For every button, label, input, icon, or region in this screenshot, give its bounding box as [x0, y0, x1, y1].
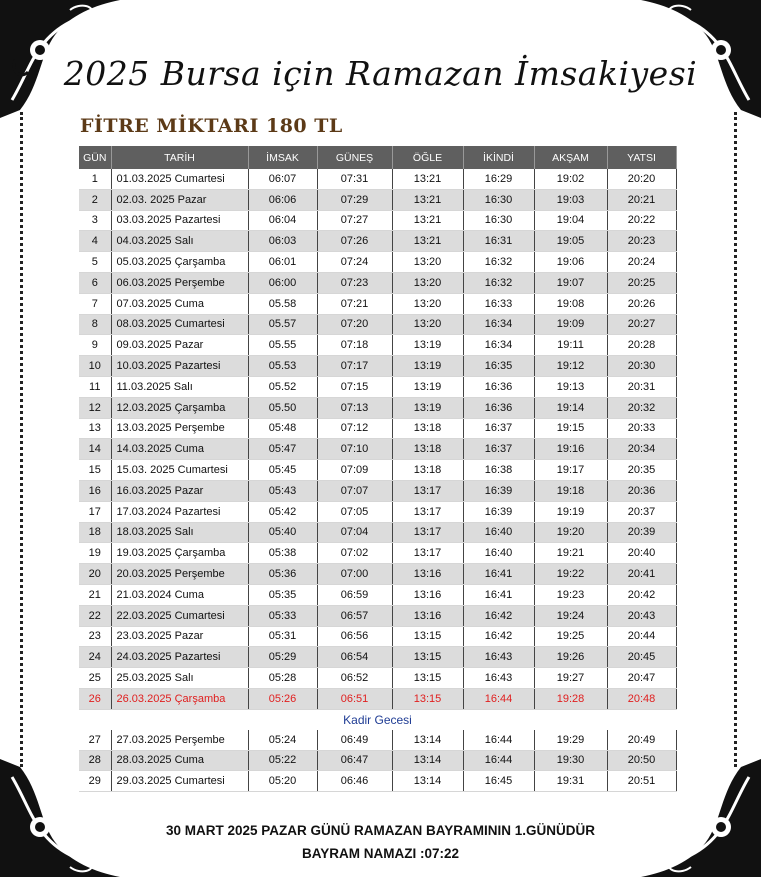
cell-ogle: 13:16 — [392, 584, 463, 605]
cell-gunes: 07:12 — [317, 418, 392, 439]
table-row — [79, 293, 676, 314]
cell-gunes: 07:26 — [317, 231, 392, 252]
cell-aksam: 19:02 — [534, 169, 607, 189]
cell-gun: 19 — [79, 543, 111, 564]
cell-tarih: 28.03.2025 Cuma — [111, 750, 248, 771]
cell-ogle: 13:15 — [392, 688, 463, 709]
cell-aksam: 19:13 — [534, 376, 607, 397]
table-row — [79, 356, 676, 377]
cell-yatsi: 20:44 — [607, 626, 676, 647]
cell-gunes: 07:23 — [317, 272, 392, 293]
cell-ikindi: 16:44 — [463, 730, 534, 750]
cell-imsak: 06:03 — [248, 231, 317, 252]
table-row — [79, 668, 676, 689]
cell-ikindi: 16:36 — [463, 397, 534, 418]
cell-gunes: 06:54 — [317, 647, 392, 668]
cell-yatsi: 20:36 — [607, 480, 676, 501]
cell-gun: 3 — [79, 210, 111, 231]
cell-gunes: 07:15 — [317, 376, 392, 397]
table-row — [79, 335, 676, 356]
cell-ikindi: 16:32 — [463, 252, 534, 273]
cell-tarih: 18.03.2025 Salı — [111, 522, 248, 543]
cell-ogle: 13:21 — [392, 210, 463, 231]
cell-yatsi: 20:25 — [607, 272, 676, 293]
cell-ikindi: 16:41 — [463, 564, 534, 585]
table-header-row — [79, 146, 676, 169]
cell-yatsi: 20:51 — [607, 771, 676, 792]
cell-ikindi: 16:37 — [463, 418, 534, 439]
cell-ogle: 13:15 — [392, 626, 463, 647]
cell-ikindi: 16:30 — [463, 210, 534, 231]
cell-aksam: 19:22 — [534, 564, 607, 585]
kadir-gecesi-label: Kadir Gecesi — [79, 709, 676, 730]
table-row — [79, 376, 676, 397]
cell-yatsi: 20:37 — [607, 501, 676, 522]
cell-imsak: 06:04 — [248, 210, 317, 231]
cell-tarih: 02.03. 2025 Pazar — [111, 189, 248, 210]
cell-ikindi: 16:44 — [463, 688, 534, 709]
cell-aksam: 19:08 — [534, 293, 607, 314]
cell-tarih: 07.03.2025 Cuma — [111, 293, 248, 314]
cell-tarih: 08.03.2025 Cumartesi — [111, 314, 248, 335]
cell-gun: 17 — [79, 501, 111, 522]
cell-tarih: 01.03.2025 Cumartesi — [111, 169, 248, 189]
table-row — [79, 314, 676, 335]
cell-gunes: 07:04 — [317, 522, 392, 543]
cell-imsak: 05:20 — [248, 771, 317, 792]
cell-imsak: 05:38 — [248, 543, 317, 564]
cell-aksam: 19:19 — [534, 501, 607, 522]
cell-aksam: 19:27 — [534, 668, 607, 689]
cell-gun: 10 — [79, 356, 111, 377]
cell-ikindi: 16:38 — [463, 460, 534, 481]
cell-ogle: 13:21 — [392, 189, 463, 210]
cell-gun: 9 — [79, 335, 111, 356]
cell-ikindi: 16:43 — [463, 647, 534, 668]
cell-aksam: 19:05 — [534, 231, 607, 252]
cell-tarih: 23.03.2025 Pazar — [111, 626, 248, 647]
cell-ogle: 13:17 — [392, 543, 463, 564]
cell-tarih: 03.03.2025 Pazartesi — [111, 210, 248, 231]
cell-gunes: 07:00 — [317, 564, 392, 585]
cell-imsak: 05.52 — [248, 376, 317, 397]
cell-yatsi: 20:49 — [607, 730, 676, 750]
cell-aksam: 19:14 — [534, 397, 607, 418]
cell-yatsi: 20:47 — [607, 668, 676, 689]
page-title: 2025 Bursa için Ramazan İmsakiyesi — [63, 54, 698, 93]
cell-ogle: 13:19 — [392, 397, 463, 418]
cell-gunes: 07:10 — [317, 439, 392, 460]
cell-ogle: 13:19 — [392, 335, 463, 356]
cell-imsak: 05.50 — [248, 397, 317, 418]
table-row — [79, 750, 676, 771]
cell-yatsi: 20:41 — [607, 564, 676, 585]
cell-gunes: 07:31 — [317, 169, 392, 189]
cell-yatsi: 20:45 — [607, 647, 676, 668]
cell-ogle: 13:16 — [392, 564, 463, 585]
cell-yatsi: 20:24 — [607, 252, 676, 273]
cell-gun: 5 — [79, 252, 111, 273]
cell-gunes: 07:17 — [317, 356, 392, 377]
cell-gunes: 06:47 — [317, 750, 392, 771]
cell-gunes: 07:27 — [317, 210, 392, 231]
cell-ogle: 13:15 — [392, 647, 463, 668]
cell-yatsi: 20:28 — [607, 335, 676, 356]
cell-ikindi: 16:40 — [463, 522, 534, 543]
cell-tarih: 16.03.2025 Pazar — [111, 480, 248, 501]
cell-imsak: 05.57 — [248, 314, 317, 335]
cell-ogle: 13:21 — [392, 231, 463, 252]
cell-imsak: 06:01 — [248, 252, 317, 273]
cell-gun: 27 — [79, 730, 111, 750]
cell-gunes: 07:02 — [317, 543, 392, 564]
cell-ikindi: 16:37 — [463, 439, 534, 460]
cell-gunes: 07:09 — [317, 460, 392, 481]
table-row — [79, 564, 676, 585]
bayram-notice: 30 MART 2025 PAZAR GÜNÜ RAMAZAN BAYRAMININ 1.GÜNÜDÜR — [165, 823, 596, 838]
cell-tarih: 06.03.2025 Perşembe — [111, 272, 248, 293]
cell-tarih: 09.03.2025 Pazar — [111, 335, 248, 356]
cell-gun: 16 — [79, 480, 111, 501]
table-row — [79, 730, 676, 750]
cell-imsak: 05:43 — [248, 480, 317, 501]
cell-aksam: 19:23 — [534, 584, 607, 605]
table-row — [79, 252, 676, 273]
cell-imsak: 05:31 — [248, 626, 317, 647]
cell-gunes: 06:59 — [317, 584, 392, 605]
table-row — [79, 647, 676, 668]
cell-imsak: 06:07 — [248, 169, 317, 189]
cell-gun: 26 — [79, 688, 111, 709]
cell-aksam: 19:12 — [534, 356, 607, 377]
bayram-namazi-time: BAYRAM NAMAZI :07:22 — [301, 846, 460, 861]
cell-tarih: 13.03.2025 Perşembe — [111, 418, 248, 439]
cell-gunes: 07:13 — [317, 397, 392, 418]
table-row — [79, 397, 676, 418]
cell-ikindi: 16:39 — [463, 501, 534, 522]
cell-imsak: 05:22 — [248, 750, 317, 771]
cell-aksam: 19:28 — [534, 688, 607, 709]
cell-imsak: 05:29 — [248, 647, 317, 668]
cell-gun: 2 — [79, 189, 111, 210]
cell-yatsi: 20:27 — [607, 314, 676, 335]
cell-ogle: 13:14 — [392, 730, 463, 750]
cell-aksam: 19:06 — [534, 252, 607, 273]
cell-gun: 6 — [79, 272, 111, 293]
cell-aksam: 19:31 — [534, 771, 607, 792]
cell-gun: 23 — [79, 626, 111, 647]
header-gun: GÜN — [79, 146, 111, 169]
cell-tarih: 17.03.2024 Pazartesi — [111, 501, 248, 522]
cell-tarih: 29.03.2025 Cumartesi — [111, 771, 248, 792]
table-row — [79, 522, 676, 543]
cell-aksam: 19:04 — [534, 210, 607, 231]
cell-aksam: 19:30 — [534, 750, 607, 771]
cell-imsak: 05:48 — [248, 418, 317, 439]
cell-gun: 18 — [79, 522, 111, 543]
cell-tarih: 20.03.2025 Perşembe — [111, 564, 248, 585]
cell-imsak: 05:36 — [248, 564, 317, 585]
cell-yatsi: 20:22 — [607, 210, 676, 231]
cell-aksam: 19:11 — [534, 335, 607, 356]
cell-ogle: 13:17 — [392, 501, 463, 522]
cell-imsak: 06:00 — [248, 272, 317, 293]
cell-ikindi: 16:36 — [463, 376, 534, 397]
cell-tarih: 26.03.2025 Çarşamba — [111, 688, 248, 709]
table-row — [79, 418, 676, 439]
cell-imsak: 05.58 — [248, 293, 317, 314]
cell-yatsi: 20:40 — [607, 543, 676, 564]
cell-aksam: 19:15 — [534, 418, 607, 439]
cell-ikindi: 16:29 — [463, 169, 534, 189]
cell-ogle: 13:18 — [392, 460, 463, 481]
cell-yatsi: 20:31 — [607, 376, 676, 397]
cell-aksam: 19:26 — [534, 647, 607, 668]
dotted-border-left — [20, 112, 23, 767]
table-row — [79, 231, 676, 252]
cell-ogle: 13:16 — [392, 605, 463, 626]
table-row — [79, 439, 676, 460]
cell-gunes: 07:24 — [317, 252, 392, 273]
header-imsak: İMSAK — [248, 146, 317, 169]
cell-yatsi: 20:33 — [607, 418, 676, 439]
cell-ogle: 13:14 — [392, 750, 463, 771]
cell-aksam: 19:24 — [534, 605, 607, 626]
table-row — [79, 501, 676, 522]
cell-ogle: 13:15 — [392, 668, 463, 689]
cell-gunes: 07:18 — [317, 335, 392, 356]
table-row — [79, 272, 676, 293]
cell-gun: 13 — [79, 418, 111, 439]
table-row — [79, 543, 676, 564]
cell-tarih: 24.03.2025 Pazartesi — [111, 647, 248, 668]
cell-imsak: 05:47 — [248, 439, 317, 460]
cell-gunes: 06:52 — [317, 668, 392, 689]
cell-ogle: 13:18 — [392, 439, 463, 460]
table-row — [79, 460, 676, 481]
header-ogle: ÖĞLE — [392, 146, 463, 169]
cell-gunes: 06:56 — [317, 626, 392, 647]
cell-yatsi: 20:35 — [607, 460, 676, 481]
cell-imsak: 05:45 — [248, 460, 317, 481]
cell-gun: 22 — [79, 605, 111, 626]
table-row — [79, 771, 676, 792]
cell-aksam: 19:18 — [534, 480, 607, 501]
header-tarih: TARİH — [111, 146, 248, 169]
cell-ogle: 13:20 — [392, 252, 463, 273]
table-row — [79, 189, 676, 210]
cell-gun: 24 — [79, 647, 111, 668]
table-row — [79, 210, 676, 231]
cell-imsak: 05.55 — [248, 335, 317, 356]
dotted-border-right — [734, 112, 737, 767]
table-row — [79, 169, 676, 189]
cell-tarih: 11.03.2025 Salı — [111, 376, 248, 397]
cell-yatsi: 20:32 — [607, 397, 676, 418]
cell-ikindi: 16:42 — [463, 605, 534, 626]
table-row — [79, 480, 676, 501]
cell-ikindi: 16:42 — [463, 626, 534, 647]
cell-tarih: 10.03.2025 Pazartesi — [111, 356, 248, 377]
cell-imsak: 05:26 — [248, 688, 317, 709]
cell-imsak: 05.53 — [248, 356, 317, 377]
cell-yatsi: 20:26 — [607, 293, 676, 314]
cell-tarih: 27.03.2025 Perşembe — [111, 730, 248, 750]
cell-tarih: 15.03. 2025 Cumartesi — [111, 460, 248, 481]
cell-tarih: 14.03.2025 Cuma — [111, 439, 248, 460]
cell-gun: 8 — [79, 314, 111, 335]
cell-imsak: 06:06 — [248, 189, 317, 210]
imsakiye-table — [79, 146, 676, 792]
cell-ikindi: 16:39 — [463, 480, 534, 501]
cell-aksam: 19:21 — [534, 543, 607, 564]
cell-gun: 20 — [79, 564, 111, 585]
cell-imsak: 05:40 — [248, 522, 317, 543]
cell-imsak: 05:42 — [248, 501, 317, 522]
cell-gunes: 06:49 — [317, 730, 392, 750]
cell-gun: 21 — [79, 584, 111, 605]
cell-gunes: 07:29 — [317, 189, 392, 210]
cell-tarih: 12.03.2025 Çarşamba — [111, 397, 248, 418]
cell-ikindi: 16:40 — [463, 543, 534, 564]
cell-yatsi: 20:23 — [607, 231, 676, 252]
cell-gunes: 06:57 — [317, 605, 392, 626]
cell-tarih: 22.03.2025 Cumartesi — [111, 605, 248, 626]
cell-aksam: 19:03 — [534, 189, 607, 210]
cell-aksam: 19:25 — [534, 626, 607, 647]
cell-ikindi: 16:30 — [463, 189, 534, 210]
header-aksam: AKŞAM — [534, 146, 607, 169]
cell-ikindi: 16:43 — [463, 668, 534, 689]
cell-yatsi: 20:39 — [607, 522, 676, 543]
cell-gun: 25 — [79, 668, 111, 689]
kadir-gecesi-row — [79, 709, 676, 730]
cell-tarih: 04.03.2025 Salı — [111, 231, 248, 252]
cell-gun: 1 — [79, 169, 111, 189]
cell-gunes: 07:05 — [317, 501, 392, 522]
cell-ikindi: 16:34 — [463, 335, 534, 356]
header-yatsi: YATSI — [607, 146, 676, 169]
cell-aksam: 19:09 — [534, 314, 607, 335]
cell-gunes: 06:46 — [317, 771, 392, 792]
cell-ogle: 13:17 — [392, 522, 463, 543]
header-gunes: GÜNEŞ — [317, 146, 392, 169]
cell-gunes: 07:21 — [317, 293, 392, 314]
cell-imsak: 05:33 — [248, 605, 317, 626]
cell-imsak: 05:24 — [248, 730, 317, 750]
cell-tarih: 25.03.2025 Salı — [111, 668, 248, 689]
cell-gunes: 07:07 — [317, 480, 392, 501]
cell-yatsi: 20:42 — [607, 584, 676, 605]
fitre-amount: FİTRE MİKTARI 180 TL — [80, 115, 343, 137]
cell-yatsi: 20:50 — [607, 750, 676, 771]
cell-ogle: 13:18 — [392, 418, 463, 439]
cell-aksam: 19:16 — [534, 439, 607, 460]
cell-ikindi: 16:31 — [463, 231, 534, 252]
table-row — [79, 605, 676, 626]
cell-ikindi: 16:35 — [463, 356, 534, 377]
cell-gun: 28 — [79, 750, 111, 771]
cell-yatsi: 20:43 — [607, 605, 676, 626]
cell-gun: 12 — [79, 397, 111, 418]
cell-ogle: 13:19 — [392, 356, 463, 377]
cell-yatsi: 20:34 — [607, 439, 676, 460]
cell-ogle: 13:19 — [392, 376, 463, 397]
cell-ikindi: 16:41 — [463, 584, 534, 605]
cell-gun: 14 — [79, 439, 111, 460]
cell-ogle: 13:14 — [392, 771, 463, 792]
cell-gunes: 06:51 — [317, 688, 392, 709]
cell-aksam: 19:07 — [534, 272, 607, 293]
cell-ikindi: 16:45 — [463, 771, 534, 792]
cell-ikindi: 16:33 — [463, 293, 534, 314]
cell-yatsi: 20:21 — [607, 189, 676, 210]
cell-yatsi: 20:20 — [607, 169, 676, 189]
table-row — [79, 626, 676, 647]
table-row — [79, 688, 676, 709]
cell-gun: 11 — [79, 376, 111, 397]
cell-gun: 4 — [79, 231, 111, 252]
cell-gunes: 07:20 — [317, 314, 392, 335]
cell-ikindi: 16:34 — [463, 314, 534, 335]
cell-ogle: 13:20 — [392, 293, 463, 314]
cell-aksam: 19:17 — [534, 460, 607, 481]
cell-tarih: 21.03.2024 Cuma — [111, 584, 248, 605]
cell-ogle: 13:20 — [392, 272, 463, 293]
cell-imsak: 05:35 — [248, 584, 317, 605]
cell-ikindi: 16:44 — [463, 750, 534, 771]
header-ikindi: İKİNDİ — [463, 146, 534, 169]
cell-yatsi: 20:48 — [607, 688, 676, 709]
cell-aksam: 19:20 — [534, 522, 607, 543]
cell-imsak: 05:28 — [248, 668, 317, 689]
cell-aksam: 19:29 — [534, 730, 607, 750]
cell-ikindi: 16:32 — [463, 272, 534, 293]
cell-ogle: 13:17 — [392, 480, 463, 501]
cell-gun: 29 — [79, 771, 111, 792]
table-row — [79, 584, 676, 605]
cell-gun: 7 — [79, 293, 111, 314]
cell-ogle: 13:20 — [392, 314, 463, 335]
cell-tarih: 19.03.2025 Çarşamba — [111, 543, 248, 564]
cell-tarih: 05.03.2025 Çarşamba — [111, 252, 248, 273]
cell-ogle: 13:21 — [392, 169, 463, 189]
cell-gun: 15 — [79, 460, 111, 481]
cell-yatsi: 20:30 — [607, 356, 676, 377]
